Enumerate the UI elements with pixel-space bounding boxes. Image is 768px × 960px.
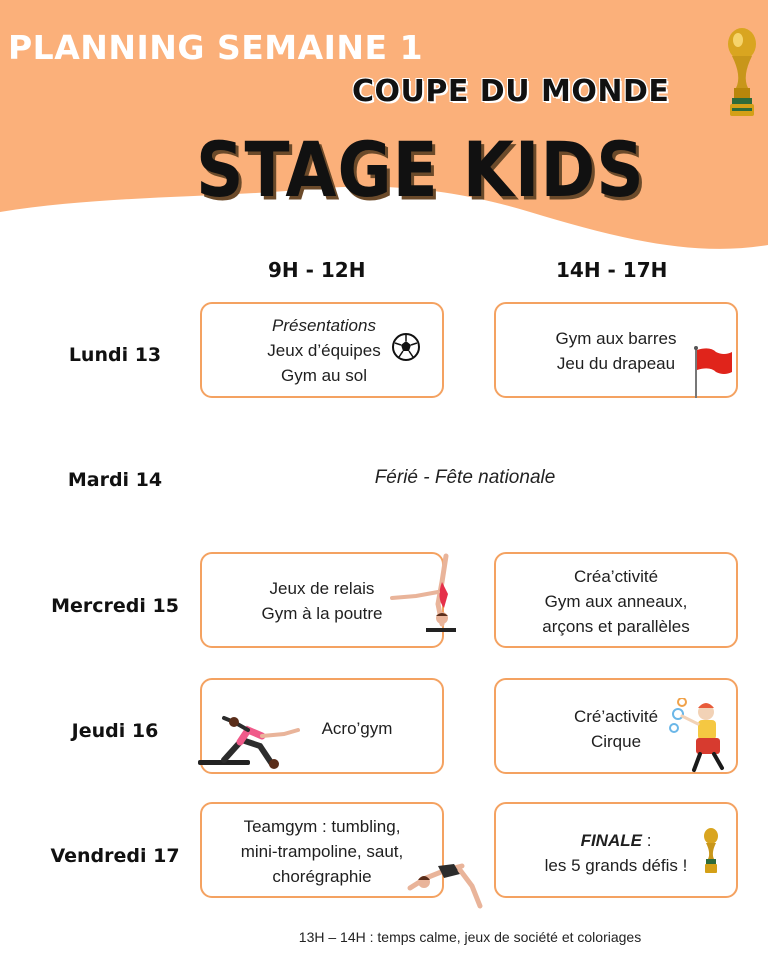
- activity-line: Gym aux barres: [555, 329, 677, 348]
- day-label-lundi: Lundi 13: [68, 344, 162, 366]
- activity-line: Cré’activité: [573, 707, 659, 726]
- activity-line: Jeux de relais: [269, 579, 375, 598]
- gymnast-vault-icon: [402, 852, 484, 910]
- activity-line: Gym aux anneaux,: [544, 592, 688, 611]
- activity-line: Acro’gym: [321, 719, 393, 738]
- day-label-mercredi: Mercredi 15: [51, 595, 179, 617]
- world-cup-subtitle: COUPE DU MONDE: [352, 74, 670, 109]
- stage-kids-title: STAGE KIDS: [196, 126, 645, 215]
- activity-line: les 5 grands défis !: [544, 856, 688, 875]
- finale-colon: :: [641, 831, 652, 850]
- acrogym-icon: [194, 712, 304, 772]
- activity-line: Cirque: [590, 732, 642, 751]
- gymnast-beam-icon: [386, 552, 460, 636]
- planning-title: PLANNING SEMAINE 1: [8, 28, 424, 67]
- activity-line: arçons et parallèles: [542, 617, 690, 636]
- activity-line: Gym au sol: [281, 366, 367, 385]
- day-label-jeudi: Jeudi 16: [71, 720, 159, 742]
- activity-line: chorégraphie: [272, 867, 372, 886]
- juggling-clown-icon: [668, 698, 732, 774]
- mercredi-afternoon-card: [494, 552, 738, 648]
- activity-line: mini-trampoline, saut,: [240, 842, 404, 861]
- holiday-text: Férié - Fête nationale: [374, 467, 556, 488]
- activity-line: Présentations: [272, 316, 376, 335]
- trophy-icon: [722, 26, 762, 120]
- finale-label: FINALE: [580, 831, 642, 850]
- activity-line: Teamgym : tumbling,: [243, 817, 401, 836]
- soccer-ball-icon: [391, 332, 421, 362]
- activity-line: Créa’ctivité: [573, 567, 659, 586]
- trophy-small-icon: [701, 827, 721, 875]
- activity-line: Jeux d’équipes: [267, 341, 381, 360]
- activity-line: Jeu du drapeau: [556, 354, 676, 373]
- red-flag-icon: [690, 344, 734, 398]
- activity-line: Gym à la poutre: [261, 604, 383, 623]
- lunch-break-note: 13H – 14H : temps calme, jeux de société et coloriages: [298, 929, 642, 945]
- morning-column-header: 9H - 12H: [268, 258, 366, 282]
- day-label-mardi: Mardi 14: [67, 469, 163, 491]
- afternoon-column-header: 14H - 17H: [556, 258, 668, 282]
- day-label-vendredi: Vendredi 17: [50, 845, 180, 867]
